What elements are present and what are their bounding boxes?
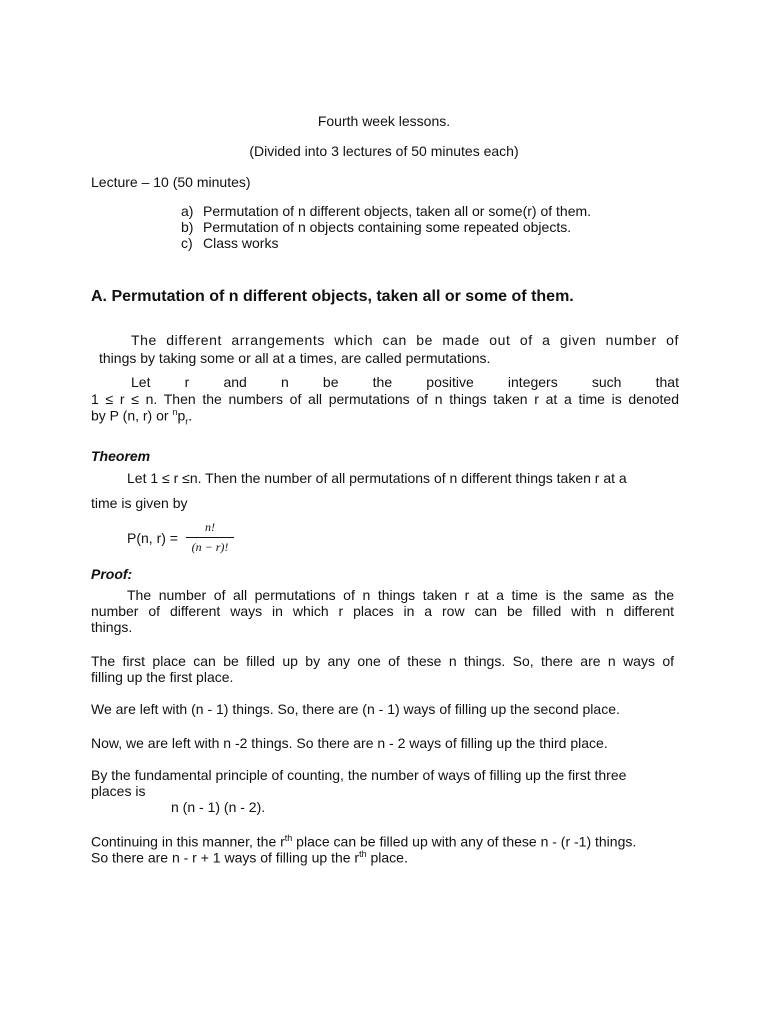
proof-line: The first place can be filled up by any one of these n things. So, there are n ways of — [91, 653, 674, 669]
superscript: th — [359, 849, 367, 859]
proof-line: By the fundamental principle of counting, the number of ways of filling up the first three — [91, 767, 627, 783]
text-run: . — [188, 407, 193, 424]
list-item — [181, 219, 591, 235]
text-run: So there are n - r + 1 ways of filling up the r — [91, 849, 360, 866]
text-run: by P (n, r) or — [91, 407, 173, 424]
topic-list — [181, 203, 591, 251]
proof-line — [91, 833, 636, 850]
list-marker: a) — [181, 203, 194, 219]
word: integers — [507, 374, 558, 390]
proof-line: We are left with (n - 1) things. So, there are (n - 1) ways of filling up the second place. — [91, 701, 620, 717]
theorem-line: Let 1 ≤ r ≤n. Then the number of all permutations of n different things taken r at a — [127, 470, 627, 486]
paragraph-line-spaced — [131, 374, 679, 390]
proof-formula: n (n - 1) (n - 2). — [171, 799, 266, 815]
proof-line: things. — [91, 619, 133, 635]
paragraph-line: 1 ≤ r ≤ n. Then the numbers of all permutations of n things taken r at a time is denoted — [91, 391, 679, 407]
text-run: place. — [366, 849, 408, 866]
list-marker: b) — [181, 219, 194, 235]
list-text: Permutation of n objects containing some repeated objects. — [203, 219, 572, 235]
word: Let — [131, 374, 151, 390]
superscript: n — [172, 407, 178, 417]
word: n — [280, 374, 289, 390]
paragraph-line: things by taking some or all at a times, are called permutations. — [99, 350, 491, 366]
section-heading: A. Permutation of n different objects, taken all or some of them. — [91, 288, 574, 305]
list-marker: c) — [181, 235, 193, 251]
fraction-numerator: n! — [186, 520, 234, 538]
text-run: Continuing in this manner, the r — [91, 833, 285, 850]
list-item — [181, 235, 591, 251]
text-run: p — [177, 407, 186, 424]
word: and — [223, 374, 247, 390]
lecture-label: Lecture – 10 (50 minutes) — [91, 174, 251, 190]
proof-line: places is — [91, 783, 146, 799]
proof-line: number of different ways in which r places in a row can be filled with n different — [91, 603, 674, 619]
list-text: Permutation of n different objects, taken all or some(r) of them. — [203, 203, 592, 219]
word: be — [322, 374, 339, 390]
superscript: th — [284, 833, 293, 843]
fraction-denominator: (n − r)! — [191, 540, 229, 554]
paragraph-line — [91, 407, 192, 426]
proof-line: filling up the first place. — [91, 669, 234, 685]
proof-line: The number of all permutations of n things taken r at a time is the same as the — [127, 587, 674, 603]
proof-line — [91, 849, 408, 866]
theorem-label: Theorem — [91, 448, 151, 464]
formula-fraction — [186, 520, 234, 555]
word: positive — [426, 374, 474, 390]
word: that — [655, 374, 679, 390]
formula-lhs: P(n, r) = — [127, 530, 178, 546]
proof-line: Now, we are left with n -2 things. So there are n - 2 ways of filling up the third place. — [91, 735, 608, 751]
paragraph-line: The different arrangements which can be made out of a given number of — [131, 332, 679, 348]
proof-label: Proof: — [91, 566, 133, 582]
word: r — [184, 374, 190, 390]
list-item — [181, 203, 591, 219]
page-subtitle: (Divided into 3 lectures of 50 minutes each) — [249, 143, 519, 159]
list-text: Class works — [203, 235, 279, 251]
text-run: place can be filled up with any of these n - (r -1) things. — [292, 833, 637, 850]
subscript: r — [185, 416, 189, 427]
word: the — [372, 374, 393, 390]
theorem-line: time is given by — [91, 495, 188, 511]
page-title: Fourth week lessons. — [317, 113, 451, 129]
word: such — [591, 374, 622, 390]
